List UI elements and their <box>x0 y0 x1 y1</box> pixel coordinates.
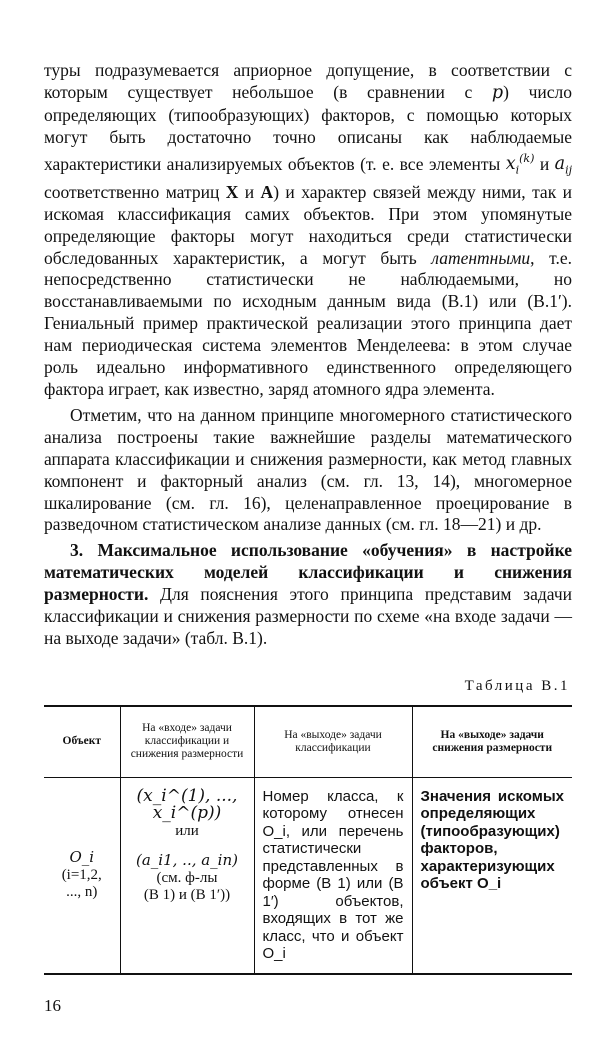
paragraph-2: Отметим, что на данном принципе многомерного статистического анализа построены такие важнейшие разделы математического аппарата классификации и снижения размерности, как метод главных компонент и факторный анализ (см. гл. 13, 14), многомерное шкалирование (см. гл. 16), целенаправленное проецирование в разведочном статистическом анализе данных (см. гл. 18—21) и др. <box>44 404 572 535</box>
table-header-row <box>44 706 572 778</box>
cell-input <box>120 777 254 974</box>
header-reduction-output: На «выходе» задачи снижения размерности <box>412 706 572 778</box>
object-symbol: O_i <box>69 848 95 867</box>
table-row <box>44 777 572 974</box>
principle-heading: 3. Максимальное использование «обучения» в настройке математических моделей классификации и снижения размерности. <box>44 540 572 605</box>
table-title: Таблица В.1 <box>464 677 570 694</box>
input-or: или <box>175 822 199 839</box>
input-formula-ref-end: (В 1) и (В 1′)) <box>143 887 231 904</box>
cell-object <box>44 777 120 974</box>
paragraph-3 <box>44 540 572 650</box>
header-classification-output: На «выходе» задачи классификации <box>254 706 412 778</box>
paragraph-1: туры подразумевается априорное допущение, в соответствии с которым существует небольшое (в сравнении с p) число определяющих (типообразующих) факторов, с помощью которых могут быть достаточно точно описаны как наблюдаемые характеристики анализируемых объектов (т. е. все элементы $x_i^{(k)}$ и $a_{ij}$ соответственно матриц X и A) и характер связей между ними, так и искомая классификация самих объектов. При этом упомянутые определяющие факторы могут находиться среди статистически обследованных характеристик, а могут быть латентными, т.е. непосредственно статистически не наблюдаемыми, но восстанавливаемыми по исходным данным вида (В.1) или (В.1′). Гениальный пример практической реализации этого принципа дает нам периодическая система элементов Менделеева: в этом случае роль идеально информативного единственного определяющего фактора играет, как известно, заряд атомного ядра элемента. <box>44 60 572 400</box>
header-input: На «входе» задачи классификации и снижения размерности <box>120 706 254 778</box>
cell-reduction-output: Значения искомых определяющих (типообразующих) факторов, характеризующих объект O_i <box>412 777 572 974</box>
header-object: Объект <box>44 706 120 778</box>
page-number: 16 <box>44 996 61 1015</box>
principle-text: Для пояснения этого принципа представим задачи классификации и снижения размерности по схеме «на входе задачи — на выходе задачи» (табл. В.1). <box>44 584 572 648</box>
classification-table <box>44 705 572 975</box>
input-formula-ref: (см. ф-лы <box>156 869 218 886</box>
input-vector-x: (x_i^(1), ..., x_i^(p)) <box>136 785 238 824</box>
object-range-end: ..., n) <box>66 884 98 901</box>
page-content <box>44 60 572 975</box>
object-range: (i=1,2, <box>61 866 102 883</box>
cell-classification-output: Номер класса, к которому отнесен O_i, или перечень статистически представленных в форме (В 1) или (В 1′) объектов, входящих в тот же класс, что и объект O_i <box>254 777 412 974</box>
input-vector-a: (a_i1, .., a_in) <box>136 851 238 870</box>
